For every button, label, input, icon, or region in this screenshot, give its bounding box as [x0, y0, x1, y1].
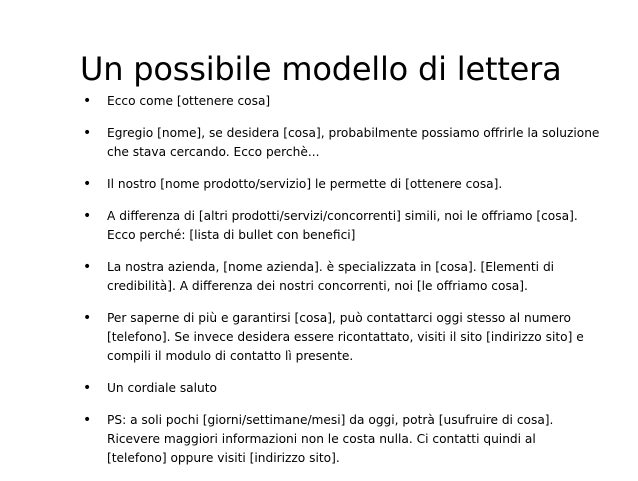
bullet-text-line: credibilità]. A differenza dei nostri concorrenti, noi [le offriamo cosa].	[107, 279, 528, 293]
bullet-item	[80, 309, 584, 366]
bullet-dot-icon: •	[83, 176, 92, 192]
bullet-text-line: Egregio [nome], se desidera [cosa], probabilmente possiamo offrirle la soluzione	[107, 126, 600, 140]
bullet-text-line: [telefono]. Se invece desidera essere ricontattato, visiti il sito [indirizzo sito] e	[107, 330, 584, 344]
bullet-item	[80, 207, 580, 245]
bullet-dot-icon: •	[83, 259, 92, 275]
bullet-dot-icon: •	[83, 380, 92, 396]
bullet-dot-icon: •	[83, 125, 92, 141]
bullet-dot-icon: •	[83, 93, 92, 109]
bullet-item	[80, 379, 580, 398]
bullet-text-line: La nostra azienda, [nome azienda]. è specializzata in [cosa]. [Elementi di	[107, 260, 555, 274]
bullet-text-line: [telefono] oppure visiti [indirizzo sito].	[107, 451, 340, 465]
bullet-text-line: Per saperne di più e garantirsi [cosa], può contattarci oggi stesso al numero	[107, 311, 571, 325]
bullet-text-line: Il nostro [nome prodotto/servizio] le permette di [ottenere cosa].	[107, 177, 503, 191]
slide-title: Un possibile modello di lettera	[80, 50, 562, 89]
bullet-item	[80, 124, 600, 162]
bullet-text-line: Ecco perché: [lista di bullet con benefici]	[107, 228, 356, 242]
bullet-item	[80, 175, 580, 194]
bullet-text-line: compili il modulo di contatto lì presente.	[107, 349, 354, 363]
bullet-dot-icon: •	[83, 310, 92, 326]
bullet-text-line: Ricevere maggiori informazioni non le costa nulla. Ci contatti quindi al	[107, 432, 536, 446]
bullet-text-line: PS: a soli pochi [giorni/settimane/mesi] da oggi, potrà [usufruire di cosa].	[107, 413, 554, 427]
bullet-list	[80, 92, 600, 481]
bullet-text-line: A differenza di [altri prodotti/servizi/concorrenti] simili, noi le offriamo [cosa].	[107, 209, 578, 223]
bullet-text-line: Un cordiale saluto	[107, 381, 217, 395]
bullet-text-line: Ecco come [ottenere cosa]	[107, 94, 271, 108]
bullet-dot-icon: •	[83, 412, 92, 428]
bullet-dot-icon: •	[83, 208, 92, 224]
bullet-item	[80, 92, 580, 111]
bullet-item	[80, 411, 580, 468]
bullet-item	[80, 258, 580, 296]
bullet-text-line: che stava cercando. Ecco perchè...	[107, 145, 320, 159]
